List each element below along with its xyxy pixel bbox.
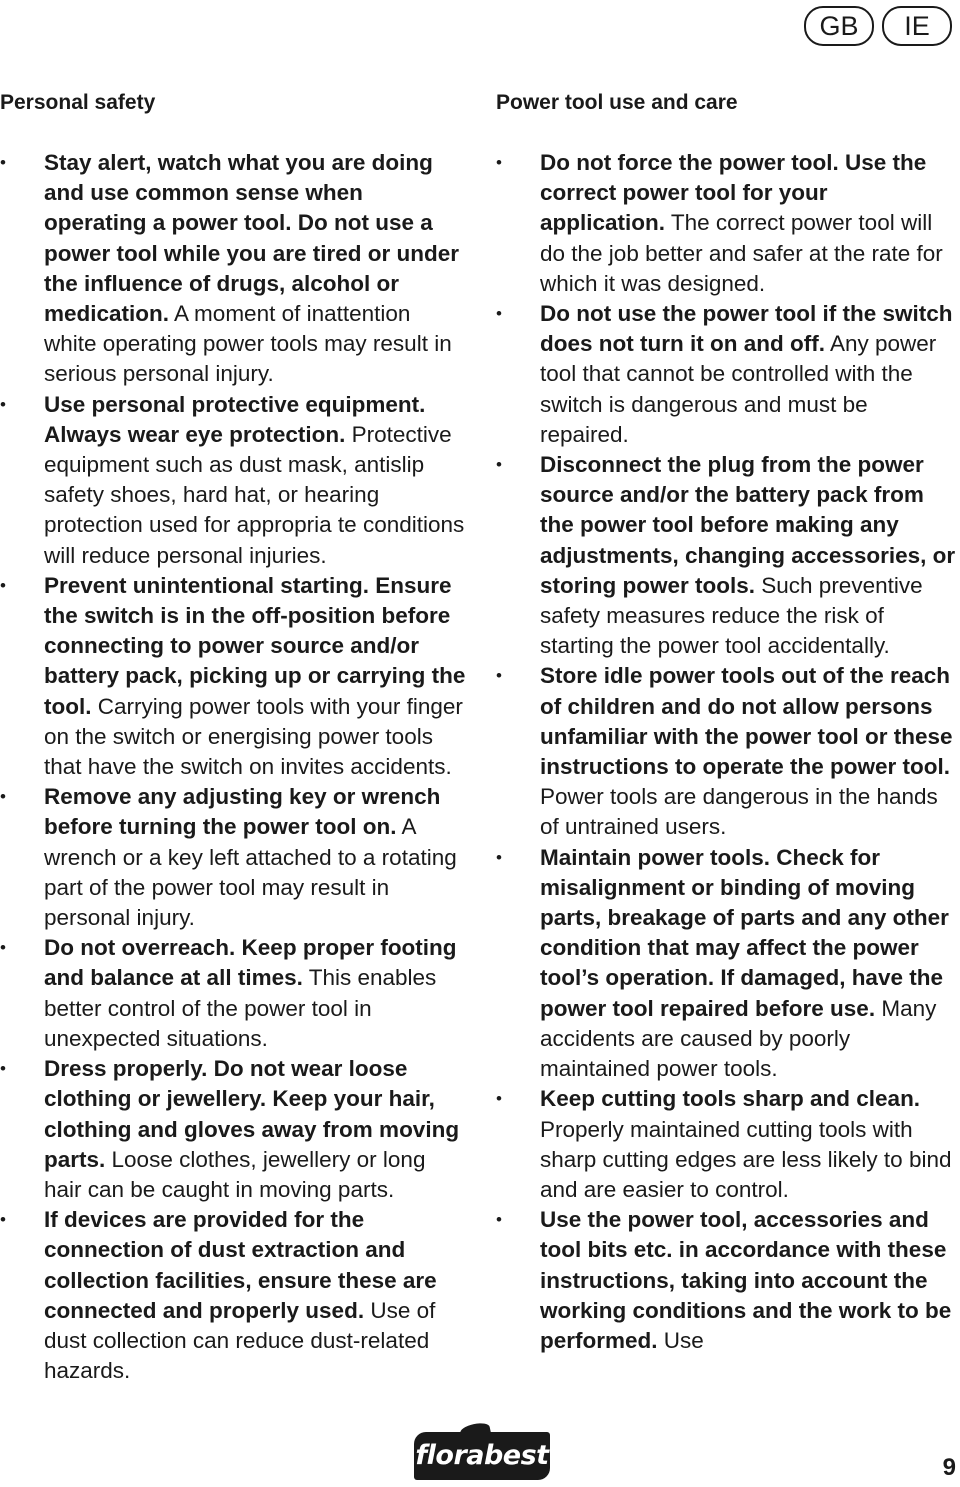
item-text: Use xyxy=(657,1327,704,1353)
list-item xyxy=(496,1084,958,1205)
bullet-icon: • xyxy=(496,455,502,475)
item-text: Such preventive safety measures reduce the risk of starting the power tool accidentally. xyxy=(540,572,923,659)
list-item xyxy=(496,450,958,661)
list-item xyxy=(0,390,468,571)
language-badge-ie: IE xyxy=(882,6,952,46)
list-item xyxy=(0,148,468,390)
section-title-personal-safety: Personal safety xyxy=(0,91,156,114)
item-bold-text: Disconnect the plug from the power source and/or the battery pack from the power tool before making any adjustments, changing accessories, or storing power tools. xyxy=(540,452,956,598)
list-item xyxy=(0,933,468,1054)
bullet-icon: • xyxy=(0,394,6,414)
list-item xyxy=(0,1205,468,1386)
list-item xyxy=(496,299,958,450)
bullet-icon: • xyxy=(496,304,502,324)
section-title-power-tool-care: Power tool use and care xyxy=(496,91,738,114)
item-text: Properly maintained cutting tools with sharp cutting edges are less likely to bind and are easier to control. xyxy=(540,1116,952,1202)
list-item xyxy=(496,843,958,1085)
item-text: Loose clothes, jewellery or long hair can be caught in moving parts. xyxy=(44,1146,426,1202)
personal-safety-column xyxy=(0,88,468,1386)
personal-safety-list xyxy=(0,148,468,1386)
list-item xyxy=(0,782,468,933)
item-bold-text: Use personal protective equipment. Always wear eye protection. xyxy=(44,391,426,447)
bullet-icon: • xyxy=(496,1089,502,1109)
power-tool-care-column xyxy=(496,88,958,1356)
item-text: Protective equipment such as dust mask, antislip safety shoes, hard hat, or hearing protection used for appropria te conditions will reduce personal injuries. xyxy=(44,421,465,568)
language-badge-gb: GB xyxy=(804,6,874,46)
bullet-icon: • xyxy=(0,575,6,595)
bullet-icon: • xyxy=(0,787,6,807)
list-item xyxy=(496,1205,958,1356)
bullet-icon: • xyxy=(0,938,6,958)
item-bold-text: Do not force the power tool. Use the correct power tool for your application. xyxy=(540,150,927,236)
bullet-icon: • xyxy=(496,847,502,867)
item-text: Any power tool that cannot be controlled with the switch is dangerous and must be repaired. xyxy=(540,331,937,447)
list-item xyxy=(0,1054,468,1205)
item-text: This enables better control of the power tool in unexpected situations. xyxy=(44,965,437,1051)
page-number: 9 xyxy=(942,1454,956,1481)
item-text: Use of dust collection can reduce dust-related hazards. xyxy=(44,1297,436,1384)
item-bold-text: Prevent unintentional starting. Ensure the switch is in the off-position before connecting to power source and/or battery pack, picking up or carrying the tool. xyxy=(44,572,466,719)
item-text: The correct power tool will do the job better and safer at the rate for which it was designed. xyxy=(540,210,943,296)
list-item xyxy=(0,571,468,782)
item-bold-text: Dress properly. Do not wear loose clothing or jewellery. Keep your hair, clothing and gloves away from moving parts. xyxy=(44,1056,460,1172)
item-text: A moment of inattention white operating power tools may result in serious personal injury. xyxy=(44,301,452,387)
item-bold-text: Keep cutting tools sharp and clean. xyxy=(540,1086,921,1112)
item-text: A wrench or a key left attached to a rotating part of the power tool may result in personal injury. xyxy=(44,814,457,931)
item-bold-text: Do not use the power tool if the switch does not turn it on and off. xyxy=(540,301,953,357)
item-bold-text: Remove any adjusting key or wrench before turning the power tool on. xyxy=(44,784,441,840)
bullet-icon: • xyxy=(0,1210,6,1230)
bullet-icon: • xyxy=(0,1059,6,1079)
item-bold-text: If devices are provided for the connection of dust extraction and collection facilities, ensure these are connected and properly used. xyxy=(44,1207,437,1323)
bullet-icon: • xyxy=(496,153,502,172)
item-text: Carrying power tools with your finger on the switch or energising power tools that have the switch on invites accidents. xyxy=(44,693,463,780)
list-item xyxy=(496,148,958,299)
bullet-icon: • xyxy=(0,153,6,172)
item-bold-text: Store idle power tools out of the reach of children and do not allow persons unfamiliar with the power tool or these instructions to operate the power tool. xyxy=(540,663,953,780)
item-text: Many accidents are caused by poorly maintained power tools. xyxy=(540,995,937,1082)
language-badges xyxy=(804,6,952,46)
item-text: Power tools are dangerous in the hands of untrained users. xyxy=(540,784,938,840)
bullet-icon: • xyxy=(496,1210,502,1230)
item-bold-text: Maintain power tools. Check for misalignment or binding of moving parts, breakage of parts and any other condition that may affect the power tool’s operation. If damaged, have the power tool repaired before use. xyxy=(540,844,949,1021)
item-bold-text: Do not overreach. Keep proper footing and balance at all times. xyxy=(44,935,457,991)
item-bold-text: Use the power tool, accessories and tool bits etc. in accordance with these instructions, taking into account the working conditions and the work to be performed. xyxy=(540,1207,952,1353)
brand-logo: florabest xyxy=(414,1432,550,1480)
list-item xyxy=(496,661,958,842)
item-bold-text: Stay alert, watch what you are doing and use common sense when operating a power tool. Do not use a power tool while you are tired or under the influence of drugs, alcohol or medication. xyxy=(44,150,460,327)
bullet-icon: • xyxy=(496,666,502,686)
power-tool-care-list xyxy=(496,148,958,1356)
